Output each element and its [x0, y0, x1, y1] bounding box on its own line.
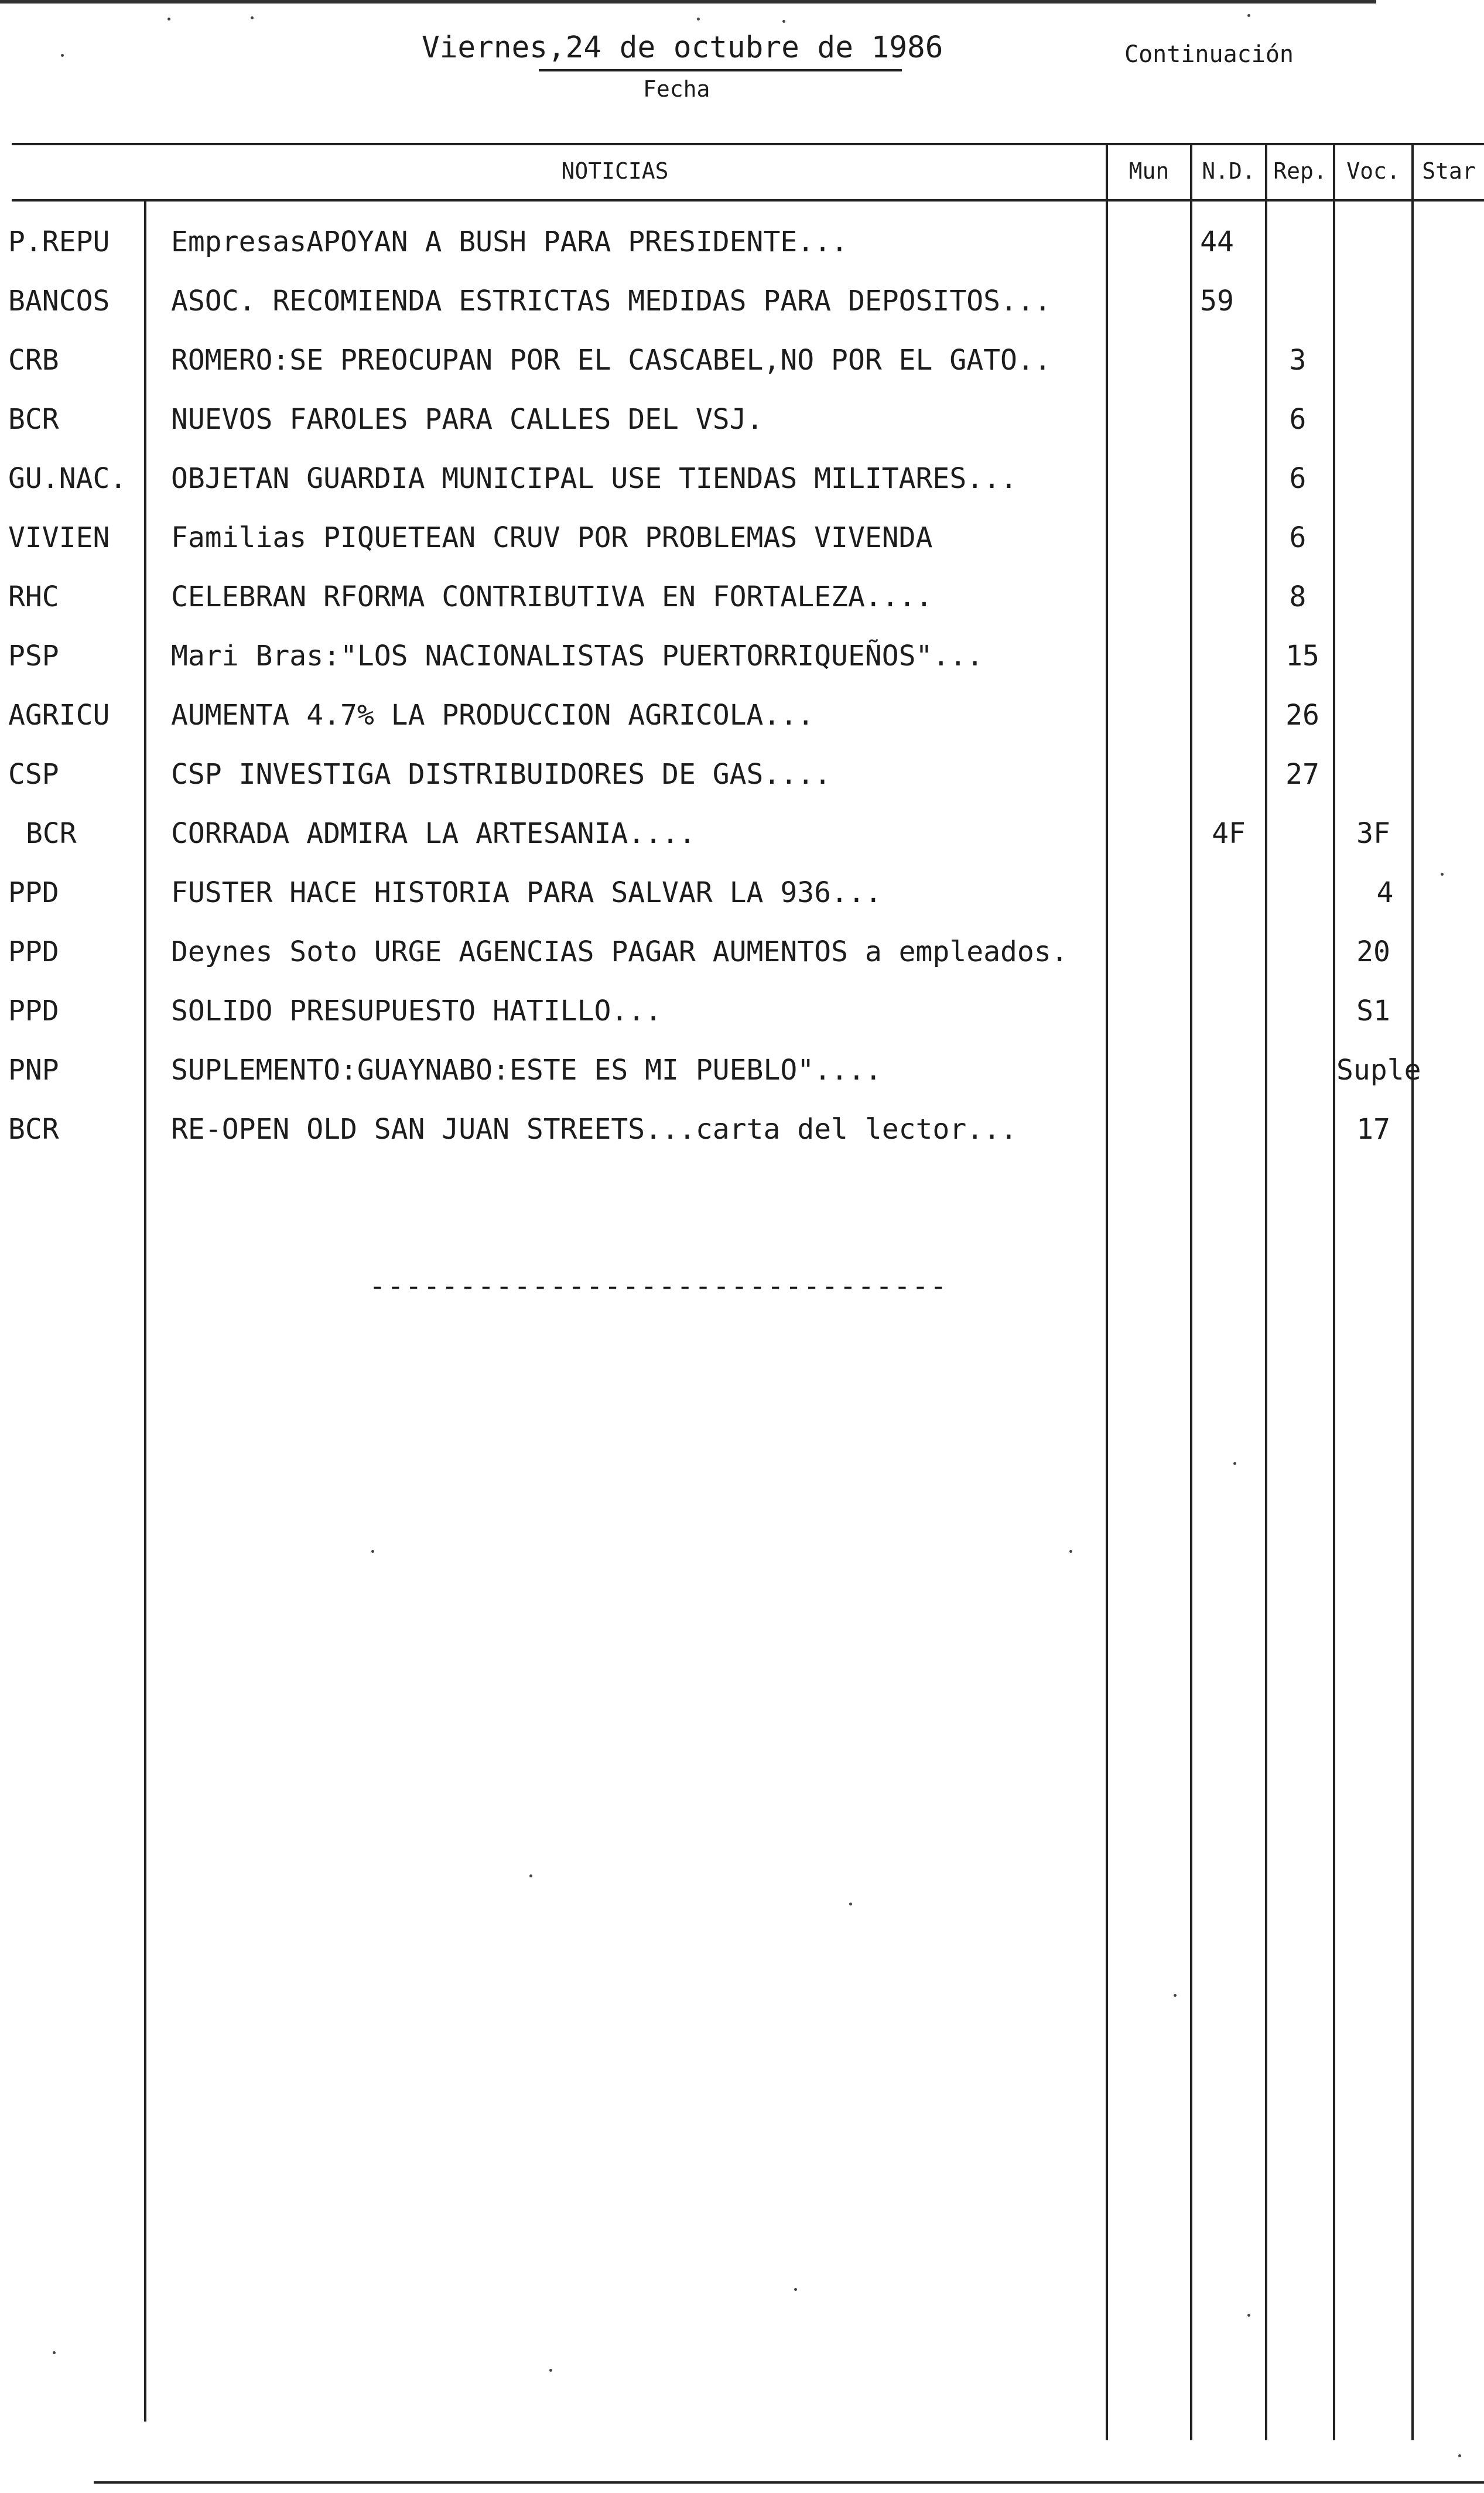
star-column-left-divider [1411, 144, 1414, 2440]
scan-speck [53, 2351, 56, 2354]
header-rep: Rep. [1273, 158, 1327, 184]
scan-speck [167, 18, 170, 21]
header-noticias: NOTICIAS [561, 158, 669, 184]
header-mun: Mun [1129, 158, 1170, 184]
scan-speck [1233, 1462, 1236, 1465]
top-rule [0, 0, 1376, 4]
date-underline [539, 69, 902, 71]
scan-speck [1247, 2314, 1250, 2317]
mun-column-left-divider [1106, 144, 1108, 2440]
row-nd: 59 [1200, 285, 1234, 317]
row-rep: 3 [1289, 344, 1307, 377]
scan-speck [782, 20, 785, 23]
row-news: ROMERO:SE PREOCUPAN POR EL CASCABEL,NO POR EL GATO.. [171, 344, 1051, 377]
row-nd: 44 [1200, 226, 1234, 258]
row-news: ASOC. RECOMIENDA ESTRICTAS MEDIDAS PARA DEPOSITOS... [171, 285, 1051, 317]
row-code: PPD [8, 876, 59, 909]
row-news: SOLIDO PRESUPUESTO HATILLO... [171, 995, 662, 1027]
row-news: CELEBRAN RFORMA CONTRIBUTIVA EN FORTALEZA.... [171, 580, 933, 613]
date-label: Fecha [643, 76, 710, 102]
end-separator: -------------------------------- [369, 1270, 948, 1303]
row-nd: 4F [1212, 817, 1246, 850]
continuation-label: Continuación [1124, 41, 1294, 68]
header-voc: Voc. [1346, 158, 1400, 184]
row-code: AGRICU [8, 699, 110, 732]
scan-speck [371, 1550, 374, 1553]
scan-speck [529, 1874, 532, 1877]
document-date: Viernes,24 de octubre de 1986 [422, 30, 943, 65]
row-news: FUSTER HACE HISTORIA PARA SALVAR LA 936... [171, 876, 882, 909]
row-news: Deynes Soto URGE AGENCIAS PAGAR AUMENTOS a empleados. [171, 935, 1068, 968]
row-rep: 26 [1285, 699, 1319, 732]
row-rep: 8 [1289, 580, 1307, 613]
row-code: VIVIEN [8, 521, 110, 554]
scan-speck [1174, 1994, 1177, 1997]
row-rep: 15 [1285, 640, 1319, 672]
row-code: BCR [8, 1113, 59, 1146]
row-code: GU.NAC. [8, 462, 127, 495]
row-code: PPD [8, 995, 59, 1027]
row-news: Familias PIQUETEAN CRUV POR PROBLEMAS VIVENDA [171, 521, 933, 554]
scan-speck [1441, 873, 1444, 876]
row-news: NUEVOS FAROLES PARA CALLES DEL VSJ. [171, 403, 764, 436]
voc-column-left-divider [1333, 144, 1335, 2440]
row-code: CSP [8, 758, 59, 791]
bottom-rule [94, 2481, 1484, 2484]
row-voc: 17 [1356, 1113, 1390, 1146]
row-code: RHC [8, 580, 59, 613]
header-nd: N.D. [1202, 158, 1256, 184]
row-code: PPD [8, 935, 59, 968]
row-news: EmpresasAPOYAN A BUSH PARA PRESIDENTE... [171, 226, 848, 258]
row-voc: S1 [1356, 995, 1390, 1027]
row-code: BCR [26, 817, 77, 850]
row-news: AUMENTA 4.7% LA PRODUCCION AGRICOLA... [171, 699, 815, 732]
header-star: Star [1422, 158, 1476, 184]
table-header-rule [12, 199, 1484, 202]
scan-speck [697, 18, 700, 21]
row-rep: 6 [1289, 403, 1307, 436]
row-rep: 6 [1289, 462, 1307, 495]
row-news: OBJETAN GUARDIA MUNICIPAL USE TIENDAS MILITARES... [171, 462, 1017, 495]
scan-speck [794, 2288, 797, 2291]
scan-speck [251, 16, 254, 19]
row-news: RE-OPEN OLD SAN JUAN STREETS...carta del lector... [171, 1113, 1017, 1146]
row-code: PSP [8, 640, 59, 672]
row-rep: 6 [1289, 521, 1307, 554]
scan-speck [1247, 14, 1250, 17]
row-code: BANCOS [8, 285, 110, 317]
row-news: CORRADA ADMIRA LA ARTESANIA.... [171, 817, 696, 850]
scan-speck [849, 1903, 852, 1905]
nd-column-left-divider [1190, 144, 1192, 2440]
scan-speck [1458, 2454, 1461, 2457]
row-code: P.REPU [8, 226, 110, 258]
scan-speck [61, 54, 64, 57]
row-news: SUPLEMENTO:GUAYNABO:ESTE ES MI PUEBLO".... [171, 1054, 882, 1087]
row-voc: 3F [1356, 817, 1390, 850]
row-code: CRB [8, 344, 59, 377]
scan-speck [1069, 1550, 1072, 1553]
table-top-rule [12, 143, 1484, 145]
row-code: PNP [8, 1054, 59, 1087]
scan-speck [549, 2369, 552, 2372]
row-news: CSP INVESTIGA DISTRIBUIDORES DE GAS.... [171, 758, 832, 791]
row-code: BCR [8, 403, 59, 436]
row-rep: 27 [1285, 758, 1319, 791]
row-voc: 20 [1356, 935, 1390, 968]
row-voc: 4 [1376, 876, 1394, 909]
row-voc: Suple [1336, 1054, 1421, 1087]
row-news: Mari Bras:"LOS NACIONALISTAS PUERTORRIQUEÑOS"... [171, 640, 984, 672]
code-column-divider [144, 202, 146, 2422]
